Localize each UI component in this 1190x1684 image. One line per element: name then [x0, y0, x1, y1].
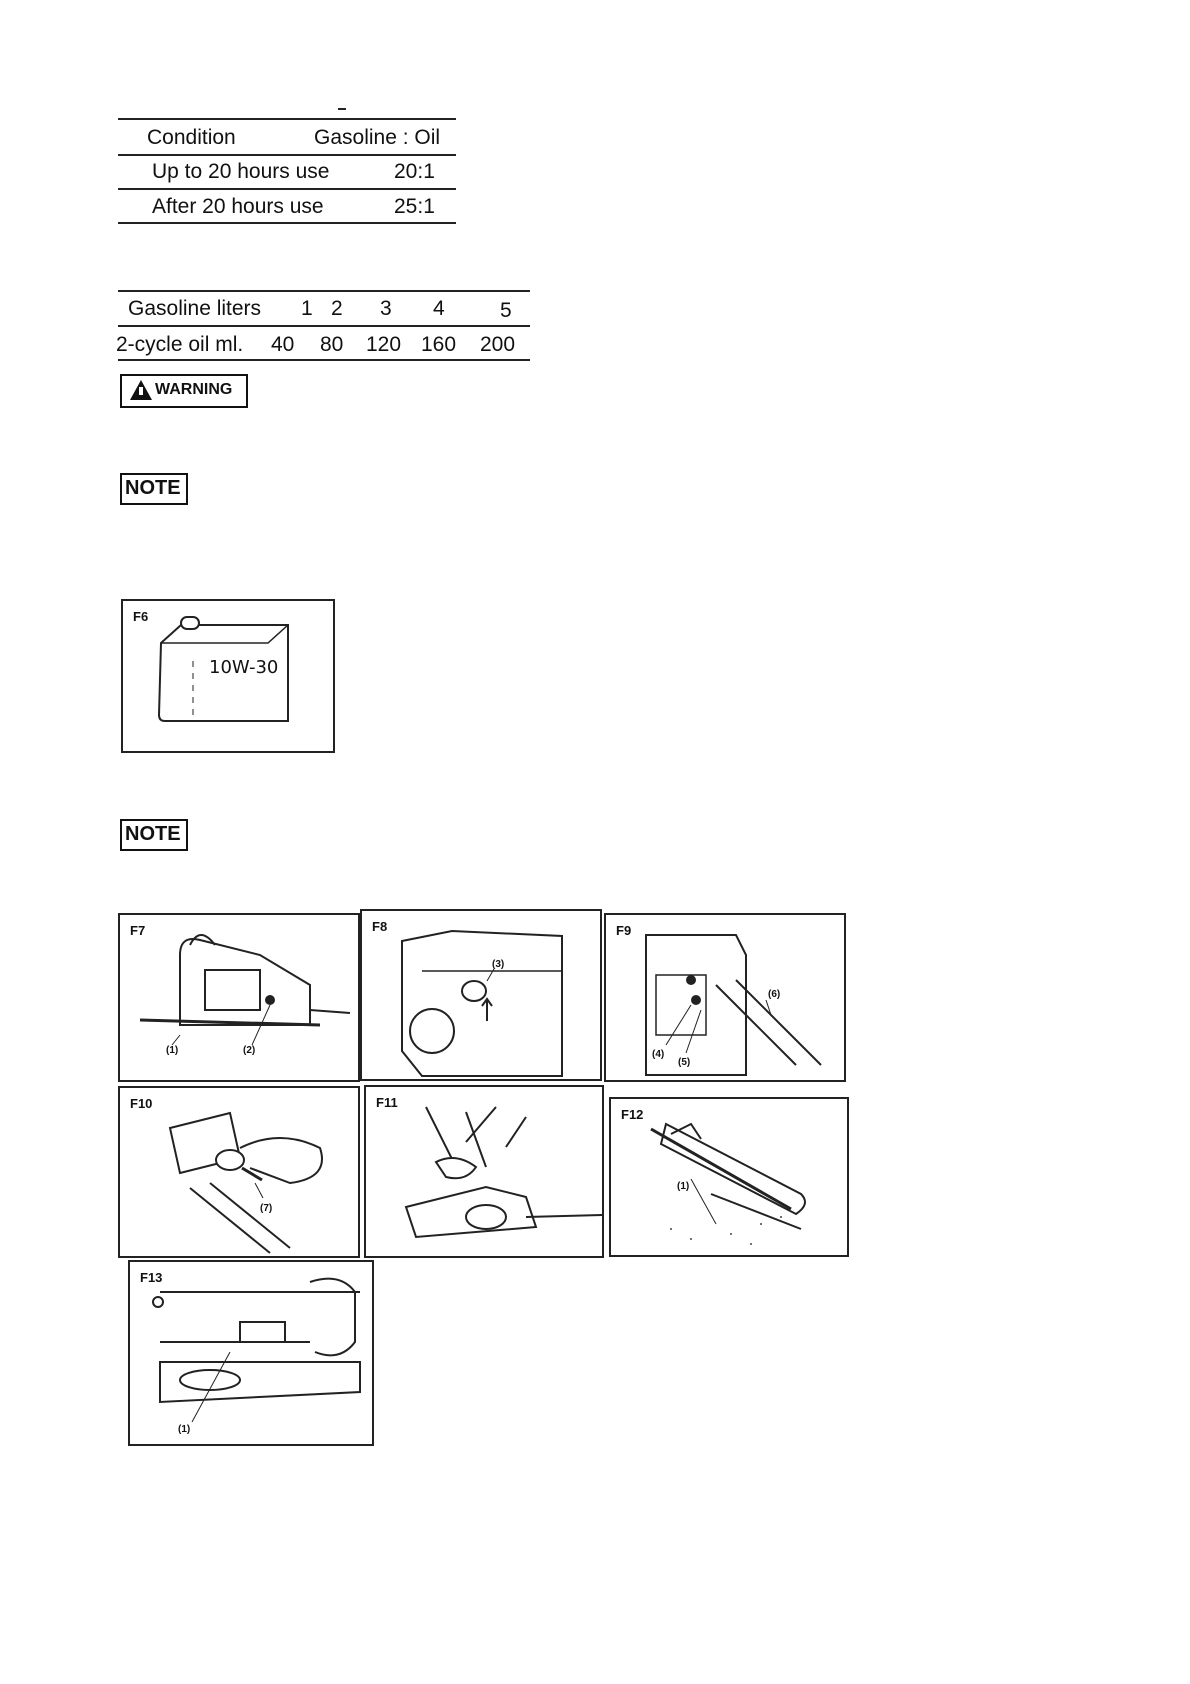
table-rule: [118, 359, 530, 361]
callout-label: (1): [178, 1424, 191, 1435]
chain-install-illustration: [366, 1087, 602, 1256]
table-cell: 200: [480, 333, 516, 356]
table-rule: [118, 325, 530, 327]
table-rule: [118, 290, 530, 292]
figure-label: F8: [372, 919, 388, 934]
bar-nuts-illustration: [606, 915, 844, 1080]
callout-label: (2): [243, 1045, 256, 1056]
figure-f11: [364, 1085, 604, 1258]
tick-mark: [338, 108, 346, 110]
note-badge: [120, 473, 188, 505]
figure-label: F6: [133, 609, 149, 624]
table-cell: 3: [380, 297, 392, 320]
tension-screw-illustration: [120, 1088, 358, 1256]
figure-label: F7: [130, 923, 146, 938]
table-rule: [118, 118, 456, 120]
table-cell: 25:1: [394, 195, 435, 218]
warning-exclaim-icon: [139, 387, 143, 395]
callout-label: (1): [166, 1045, 179, 1056]
figure-f9: [604, 913, 846, 1082]
callout-label: (7): [260, 1203, 273, 1214]
can-label: 10W-30: [209, 657, 279, 678]
table-cell: 40: [271, 333, 295, 356]
figure-f12: [609, 1097, 849, 1257]
chain-oil-test-illustration: [611, 1099, 847, 1255]
table-cell: 5: [500, 299, 512, 322]
table-cell: After 20 hours use: [152, 195, 324, 218]
note-label: NOTE: [125, 823, 181, 845]
table-cell: 2: [331, 297, 343, 320]
warning-label: WARNING: [155, 381, 233, 398]
table-rule: [118, 154, 456, 156]
table-cell: 1: [301, 297, 313, 320]
row-header: 2-cycle oil ml.: [116, 333, 244, 356]
column-header: Gasoline : Oil: [314, 126, 441, 149]
figure-label: F10: [130, 1096, 153, 1111]
table-cell: 120: [366, 333, 402, 356]
figure-f6: [121, 599, 335, 753]
callout-label: (1): [677, 1181, 690, 1192]
callout-label: (5): [678, 1057, 691, 1068]
row-header: Gasoline liters: [128, 297, 262, 320]
callout-label: (4): [652, 1049, 665, 1060]
figure-label: F12: [621, 1107, 644, 1122]
warning-badge: [120, 374, 248, 408]
note-badge: [120, 819, 188, 851]
note-label: NOTE: [125, 477, 181, 499]
table-cell: Up to 20 hours use: [152, 160, 330, 183]
table-cell: 4: [433, 297, 445, 320]
figure-label: F11: [376, 1095, 398, 1110]
figure-f13: [128, 1260, 374, 1446]
table-rule: [118, 222, 456, 224]
figure-f10: [118, 1086, 360, 1258]
callout-label: (6): [768, 989, 781, 1000]
figure-label: F13: [140, 1270, 163, 1285]
oil-adjust-illustration: [130, 1262, 372, 1444]
table-rule: [118, 188, 456, 190]
callout-label: (3): [492, 959, 505, 970]
figure-f8: [360, 909, 602, 1081]
column-header: Condition: [147, 126, 236, 149]
oil-cap-illustration: [362, 911, 600, 1079]
table-cell: 160: [421, 333, 457, 356]
figure-label: F9: [616, 923, 632, 938]
table-cell: 80: [320, 333, 344, 356]
chainsaw-side-illustration: [120, 915, 358, 1080]
figure-f7: [118, 913, 360, 1082]
table-cell: 20:1: [394, 160, 435, 183]
